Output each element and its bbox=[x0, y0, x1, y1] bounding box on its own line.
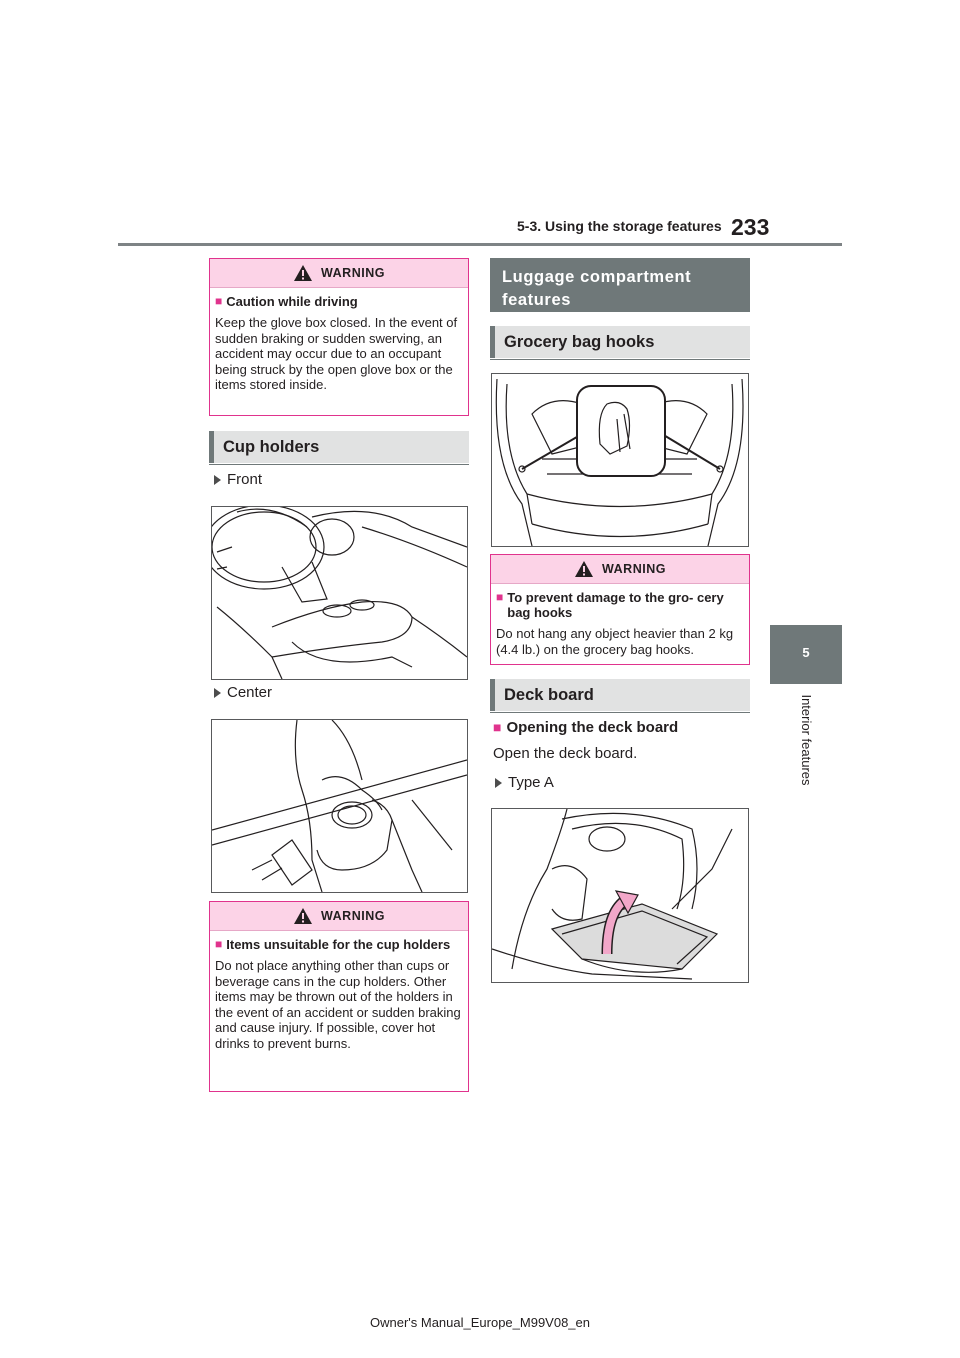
bullet-triangle-icon bbox=[214, 688, 221, 698]
square-bullet-icon: ■ bbox=[215, 294, 223, 308]
bullet-triangle-icon bbox=[495, 778, 502, 788]
footer-manual-id: Owner's Manual_Europe_M99V08_en bbox=[369, 1315, 590, 1330]
bullet-triangle-icon bbox=[214, 475, 221, 485]
chapter-number: 5 bbox=[802, 645, 810, 660]
bullet-type-a: Type A bbox=[495, 774, 554, 791]
section-title: 5-3. Using the storage features bbox=[517, 218, 722, 234]
warning-text: Keep the glove box closed. In the event of sudden braking or sudden swerving, an accident may occur due to an occupant being struck by the open glove box or the items stored inside. bbox=[215, 315, 458, 393]
grocery-bag-hooks-illustration bbox=[491, 373, 749, 547]
heading-grocery-bag-hooks: Grocery bag hooks bbox=[490, 326, 750, 358]
warning-label: WARNING bbox=[321, 266, 385, 280]
warning-text: Do not place anything other than cups or beverage cans in the cup holders. Other items may be thrown out of the holders in the event of an accident or sudden braking and cause injury. If possible, cover hot drinks to prevent burns. bbox=[215, 958, 461, 1051]
square-bullet-icon: ■ bbox=[215, 937, 223, 951]
header-divider bbox=[118, 243, 842, 246]
page-number: 233 bbox=[731, 214, 770, 240]
warning-header bbox=[210, 259, 468, 288]
deck-board-instruction: Open the deck board. bbox=[493, 745, 638, 762]
subheading-opening-deck-board: ■ Opening the deck board bbox=[493, 719, 679, 736]
square-bullet-icon: ■ bbox=[493, 719, 502, 735]
heading-deck-board: Deck board bbox=[490, 679, 750, 711]
warning-box-grocery-hooks bbox=[490, 554, 750, 665]
warning-text: Do not hang any object heavier than 2 kg (4.4 lb.) on the grocery bag hooks. bbox=[496, 626, 734, 657]
warning-header bbox=[491, 555, 749, 584]
warning-label: WARNING bbox=[602, 562, 666, 576]
front-cup-holder-illustration bbox=[211, 506, 468, 680]
bullet-front: Front bbox=[214, 471, 262, 488]
heading-luggage-compartment: Luggage compartment features bbox=[490, 258, 750, 312]
deck-board-illustration bbox=[491, 808, 749, 983]
warning-header bbox=[210, 902, 468, 931]
center-cup-holder-illustration bbox=[211, 719, 468, 893]
warning-subheading: ■ Items unsuitable for the cup holders bbox=[215, 937, 451, 952]
warning-icon bbox=[293, 264, 313, 282]
warning-label: WARNING bbox=[321, 909, 385, 923]
heading-cup-holders: Cup holders bbox=[209, 431, 469, 463]
warning-subheading: ■ Caution while driving bbox=[215, 294, 358, 309]
bullet-center: Center bbox=[214, 684, 272, 701]
square-bullet-icon: ■ bbox=[496, 590, 504, 604]
warning-icon bbox=[293, 907, 313, 925]
warning-icon bbox=[574, 560, 594, 578]
warning-subheading: ■ To prevent damage to the gro- cery bag hooks bbox=[496, 590, 724, 620]
chapter-label: Interior features bbox=[799, 694, 814, 786]
warning-box-glove bbox=[209, 258, 469, 416]
warning-box-cup-holders bbox=[209, 901, 469, 1092]
